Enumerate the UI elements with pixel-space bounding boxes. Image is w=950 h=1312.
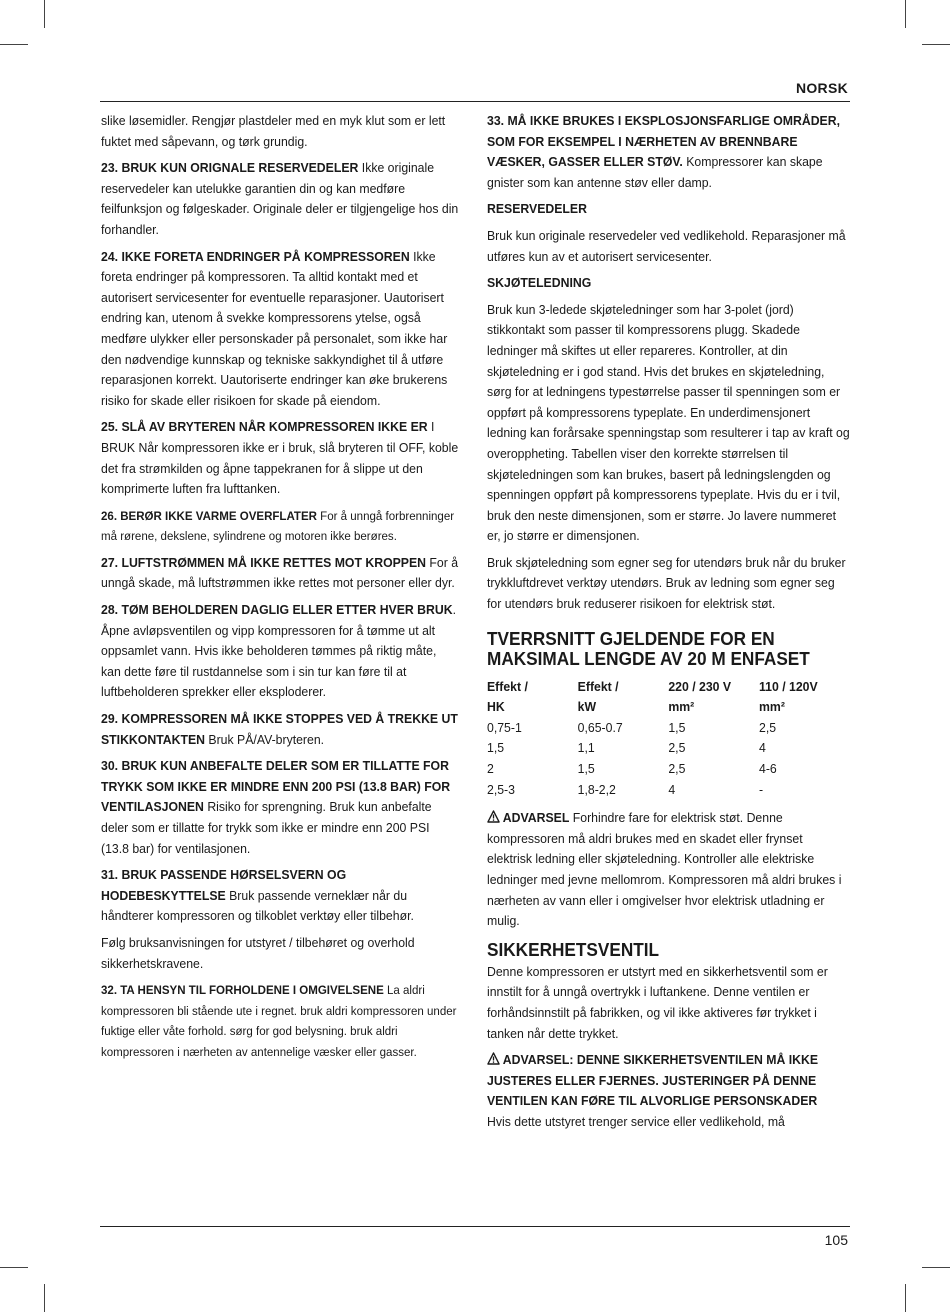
table-header-cell: Effekt / [487, 678, 528, 694]
warning-electric [487, 808, 850, 932]
table-cell: 4-6 [759, 761, 777, 777]
item-title: 26. BERØR IKKE VARME OVERFLATER [101, 508, 317, 523]
item-text: For å unngå skade, må luftstrømmen ikke rettes mot personer eller dyr. [101, 554, 459, 591]
left-column [101, 111, 459, 1069]
item-title: 28. TØM BEHOLDEREN DAGLIG ELLER ETTER HVER BRUK [101, 602, 453, 618]
warning-triangle-icon [487, 810, 500, 823]
item-text: Bruk passende verneklær når du håndterer kompressoren og tilkoblet verktøy eller tilbehør. [101, 887, 414, 924]
item-text: Ikke originale reservedeler kan utelukke garantien din og kan medføre feilfunksjon og følgeskader. Originale deler er tilgjengelige hos din forhandler. [101, 160, 459, 237]
item-27 [101, 553, 459, 594]
table-row [487, 759, 850, 780]
table-cell: 1,1 [577, 740, 595, 756]
table-header-row [487, 677, 850, 698]
table-cell: 2,5 [668, 740, 686, 756]
warning-triangle-icon [487, 1052, 500, 1065]
page-number: 105 [824, 1232, 848, 1248]
item-23 [101, 158, 459, 240]
item-text: Følg bruksanvisningen for utstyret / tilbehøret og overhold sikkerhetskravene. [101, 934, 415, 971]
item-25 [101, 417, 459, 499]
table-header-cell: HK [487, 699, 505, 715]
table-cell: 1,8-2,2 [577, 781, 616, 797]
item-title: 30. BRUK KUN ANBEFALTE DELER SOM ER TILLATTE FOR TRYKK SOM IKKE ER MINDRE ENN 200 PSI (13.8 BAR) FOR VENTILASJONEN [101, 758, 451, 815]
table-row [487, 718, 850, 739]
paragraph-text: slike løsemidler. Rengjør plastdeler med en myk klut som er lett fuktet med såpevann, og tørk grundig. [101, 113, 446, 149]
table-cell: 2,5-3 [487, 781, 515, 797]
crop-mark [905, 1284, 906, 1312]
table-row [487, 738, 850, 759]
section-heading-skjoteledning: SKJØTELEDNING [487, 275, 592, 291]
item-30 [101, 756, 459, 859]
table-cell: 1,5 [577, 761, 595, 777]
warning-text: Hvis dette utstyret trenger service eller vedlikehold, må [487, 1113, 785, 1129]
crop-mark [922, 44, 950, 45]
table-row [487, 780, 850, 801]
item-text: Ikke foreta endringer på kompressoren. Ta alltid kontakt med et autorisert servicesenter for eventuelle reparasjoner. Uautorisert endring kan, utenom å svekke kompressorens ytelse, også medføre ulykker eller personskader på personalet, som ikke har den nødvendige kunnskap og tekniske sakkyndighet til å utføre reparasjonen korrekt. Uautoriserte endringer kan øke brukerens risiko for skade eller risikoen for skade på eiendom. [101, 248, 448, 408]
table-cell: 2,5 [668, 761, 686, 777]
section-heading-sikkerhetsventil: SIKKERHETSVENTIL [487, 938, 660, 960]
table-cell: 0,65-0.7 [577, 719, 623, 735]
table-cell: 4 [759, 740, 766, 756]
item-24 [101, 247, 459, 412]
cable-spec-table [487, 677, 850, 801]
table-cell: 1,5 [668, 719, 686, 735]
table-cell: 2,5 [759, 719, 777, 735]
table-cell: 0,75-1 [487, 719, 522, 735]
item-title: 31. BRUK PASSENDE HØRSELSVERN OG HODEBESKYTTELSE [101, 867, 347, 903]
item-title: 23. BRUK KUN ORIGNALE RESERVEDELER [101, 160, 359, 176]
table-header-cell: 110 / 120V [759, 678, 818, 694]
table-cell: 2 [487, 761, 494, 777]
table-header-row [487, 697, 850, 718]
item-title: 29. KOMPRESSOREN MÅ IKKE STOPPES VED Å TREKKE UT STIKKONTAKTEN [101, 711, 458, 747]
table-header-cell: Effekt / [577, 678, 619, 694]
warning-text: Forhindre fare for elektrisk støt. Denne kompressoren må aldri brukes med en skadet eller frynset elektrisk ledning eller skjøteledning. Kontroller alle elektriske ledninger med jevne mellomrom. Kompressoren må aldri brukes i nærheten av vann eller i omgivelser hvor elektrisk utladning er mulig. [487, 810, 842, 929]
section-heading-reservedeler: RESERVEDELER [487, 201, 587, 217]
item-title: 33. MÅ IKKE BRUKES I EKSPLOSJONSFARLIGE OMRÅDER, SOM FOR EKSEMPEL I NÆRHETEN AV BRENNBARE VÆSKER, GASSER ELLER STØV. [487, 113, 840, 170]
crop-mark [44, 1284, 45, 1312]
crop-mark [905, 0, 906, 28]
reservedeler-text: Bruk kun originale reservedeler ved vedlikehold. Reparasjoner må utføres kun av et autorisert servicesenter. [487, 227, 846, 264]
item-title: 24. IKKE FORETA ENDRINGER PÅ KOMPRESSOREN [101, 248, 410, 264]
table-header-cell: mm² [759, 699, 785, 715]
item-32 [101, 980, 459, 1062]
item-text: I BRUK Når kompressoren ikke er i bruk, slå bryteren til OFF, koble det fra strømkilden og åpne tappekranen for å slippe ut den komprimerte luften fra lufttanken. [101, 419, 459, 497]
warning-safety-valve [487, 1050, 850, 1132]
item-text: For å unngå forbrenninger må rørene, dekslene, sylindrene og motoren ikke berøres. [101, 508, 455, 544]
item-text: Kompressorer kan skape gnister som kan antenne støv eller damp. [487, 154, 823, 190]
skjoteledning-text: Bruk kun 3-ledede skjøteledninger som har 3-polet (jord) stikkontakt som passer til kompressorens plugg. Skadede ledninger må skiftes ut eller repareres. Kontroller, at din skjøteledning er i god stand. Hvis det brukes en skjøteledning, sørg for at ledningens typestørrelse passer til spenningen som er oppført på kompressorens typeplate. En underdimensjonert ledning kan forårsake spenningstap som resulterer i tap av kraft og overoppheting. Tabellen viser den korrekte størrelsen til skjøteledningen som kan brukes, basert på ledningslengden og spenningen oppført på kompressorens typeplate. Hvis du er i tvil, bruk den neste dimensjonen, som er større. Jo lavere nummeret er, jo større er dimensjonen. [487, 301, 850, 544]
table-cell: - [759, 781, 764, 797]
item-33 [487, 111, 850, 193]
item-28 [101, 600, 459, 703]
item-title: 32. TA HENSYN TIL FORHOLDENE I OMGIVELSENE [101, 983, 384, 998]
skjoteledning-outdoor-text: Bruk skjøteledning som egner seg for utendørs bruk når du bruker trykkluftdrevet verktøy utendørs. Bruk av ledning som egner seg for utendørs bruk reduserer risikoen for elektrisk støt. [487, 554, 846, 612]
item-title: 25. SLÅ AV BRYTEREN NÅR KOMPRESSOREN IKKE ER [101, 419, 428, 435]
item-29 [101, 709, 459, 750]
language-label: NORSK [795, 80, 848, 96]
item-26 [101, 506, 459, 547]
table-title: TVERRSNITT GJELDENDE FOR EN MAKSIMAL LENGDE AV 20 M ENFASET [487, 627, 810, 669]
table-header-cell: mm² [668, 699, 695, 715]
warning-label: ADVARSEL [502, 810, 570, 826]
crop-mark [0, 1267, 28, 1268]
item-text: La aldri kompressoren bli stående ute i regnet. bruk aldri kompressoren under fuktige eller våte forhold. sørg for god belysning. bruk aldri kompressoren i nærheten av antennelige væsker eller gasser. [101, 983, 457, 1059]
item-31-note [101, 933, 459, 974]
sikkerhetsventil-text: Denne kompressoren er utstyrt med en sikkerhetsventil som er innstilt for å unngå overtrykk i luftankene. Denne ventilen er forhåndsinnstilt på fabrikken, og vil ikke aktiveres før trykket i tanken når dette trykket. [487, 963, 828, 1041]
footer-divider [100, 1226, 850, 1227]
crop-mark [922, 1267, 950, 1268]
item-title: 27. LUFTSTRØMMEN MÅ IKKE RETTES MOT KROPPEN [101, 554, 427, 570]
table-cell: 1,5 [487, 740, 505, 756]
item-31 [101, 865, 459, 927]
warning-label: ADVARSEL: DENNE SIKKERHETSVENTILEN MÅ IKKE JUSTERES ELLER FJERNES. JUSTERINGER PÅ DENNE VENTILEN KAN FØRE TIL ALVORLIGE PERSONSKADER [487, 1052, 819, 1109]
item-text: . Åpne avløpsventilen og vipp kompressoren for å tømme ut alt oppsamlet vann. Hvis ikke beholderen tømmes på riktig måte, kan dette føre til rustdannelse som i sin tur kan føre til at luftbeholderen sprekker eller eksploderer. [101, 602, 457, 700]
table-header-cell: kW [577, 699, 597, 715]
crop-mark [0, 44, 28, 45]
right-column [487, 111, 850, 1139]
crop-mark [44, 0, 45, 28]
item-text: Risiko for sprengning. Bruk kun anbefalte deler som er tillatte for trykk som ikke er mindre enn 200 PSI (13.8 bar) for ventilasjonen. [101, 799, 432, 856]
table-header-cell: 220 / 230 V [668, 678, 732, 694]
paragraph-intro [101, 111, 459, 152]
header-divider [100, 101, 850, 102]
table-cell: 4 [668, 781, 676, 797]
item-text: Bruk PÅ/AV-bryteren. [205, 731, 325, 747]
